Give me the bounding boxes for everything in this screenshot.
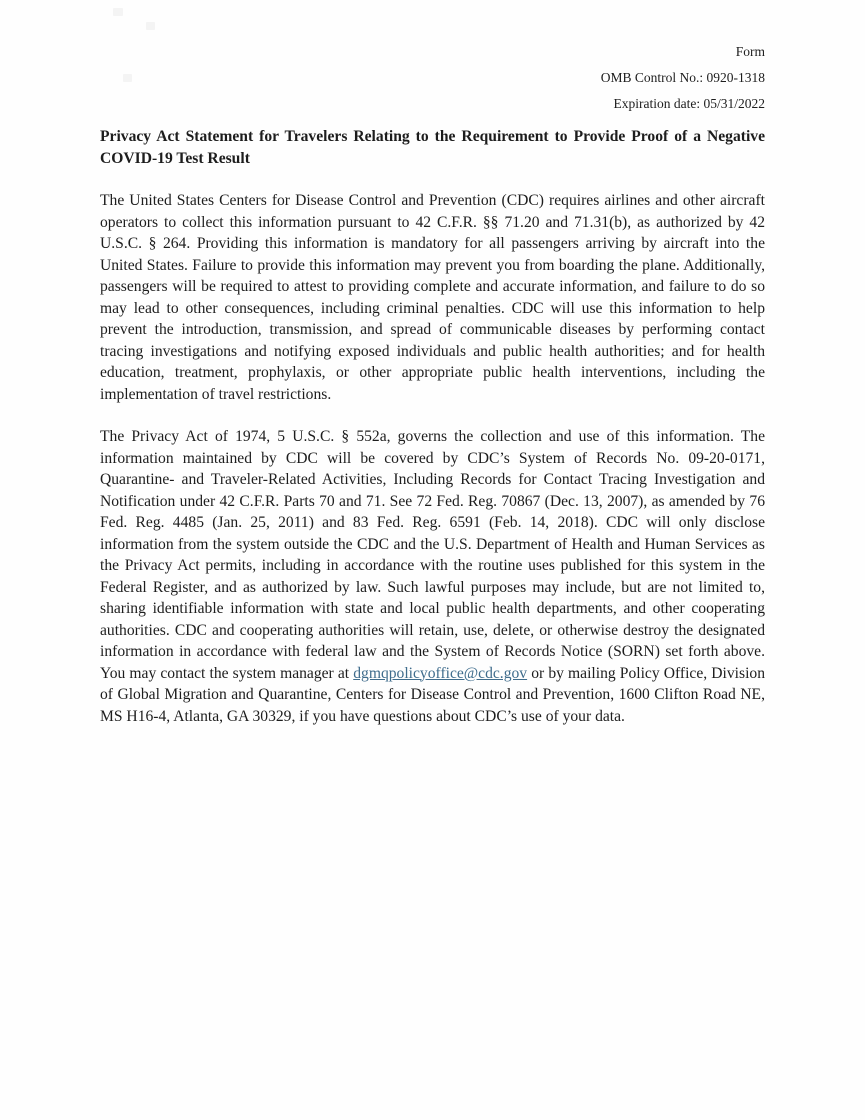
omb-control-number: OMB Control No.: 0920-1318 — [600, 70, 765, 85]
page-title: Privacy Act Statement for Travelers Relating to the Requirement to Provide Proof of a Negative COVID-19 Test Result — [100, 128, 765, 167]
scan-speck — [146, 22, 155, 30]
email-link[interactable]: dgmqpolicyoffice@cdc.gov — [353, 664, 528, 682]
paragraph-privacy-act — [100, 426, 765, 727]
paragraph-privacy-act-text-before: The Privacy Act of 1974, 5 U.S.C. § 552a, governs the collection and use of this information. The information maintained by CDC will be covered by CDC’s System of Records No. 09-20-0171, Quarantine- and Traveler-Related Activities, Including Records for Contact Tracing Investigation and Notification under 42 C.F.R. Parts 70 and 71. See 72 Fed. Reg. 70867 (Dec. 13, 2007), as amended by 76 Fed. Reg. 4485 (Jan. 25, 2011) and 83 Fed. Reg. 6591 (Feb. 14, 2018). CDC will only disclose information from the system outside the CDC and the U.S. Department of Health and Human Services as the Privacy Act permits, including in accordance with the routine uses published for this system in the Federal Register, and as authorized by law. Such lawful purposes may include, but are not limited to, sharing identifiable information with state and local public health departments, and other cooperating authorities. CDC and cooperating authorities will retain, use, delete, or otherwise destroy the designated information in accordance with federal law and the System of Records Notice (SORN) set forth above. You may contact the system manager at — [100, 428, 765, 682]
scan-speck — [123, 74, 132, 82]
paragraph-privacy-act-text-after: or by mailing Policy Office, Division of Global Migration and Quarantine, Centers for Disease Control and Prevention, 1600 Clifton Road NE, MS H16-4, Atlanta, GA 30329, if you have questions about CDC’s use of your data. — [100, 664, 765, 725]
expiration-date: Expiration date: 05/31/2022 — [613, 96, 765, 111]
scan-speck — [113, 8, 123, 16]
paragraph-cdc-collection: The United States Centers for Disease Control and Prevention (CDC) requires airlines and other aircraft operators to collect this information pursuant to 42 C.F.R. §§ 71.20 and 71.31(b), as authorized by 42 U.S.C. § 264. Providing this information is mandatory for all passengers arriving by aircraft into the United States. Failure to provide this information may prevent you from boarding the plane. Additionally, passengers will be required to attest to providing complete and accurate information, and failure to do so may lead to other consequences, including criminal penalties. CDC will use this information to help prevent the introduction, transmission, and spread of communicable diseases by performing contact tracing investigations and notifying exposed individuals and public health authorities; and for health education, treatment, prophylaxis, or other appropriate public health interventions, including the implementation of travel restrictions. — [100, 192, 765, 403]
form-label: Form — [735, 44, 765, 59]
document-header — [100, 44, 765, 112]
